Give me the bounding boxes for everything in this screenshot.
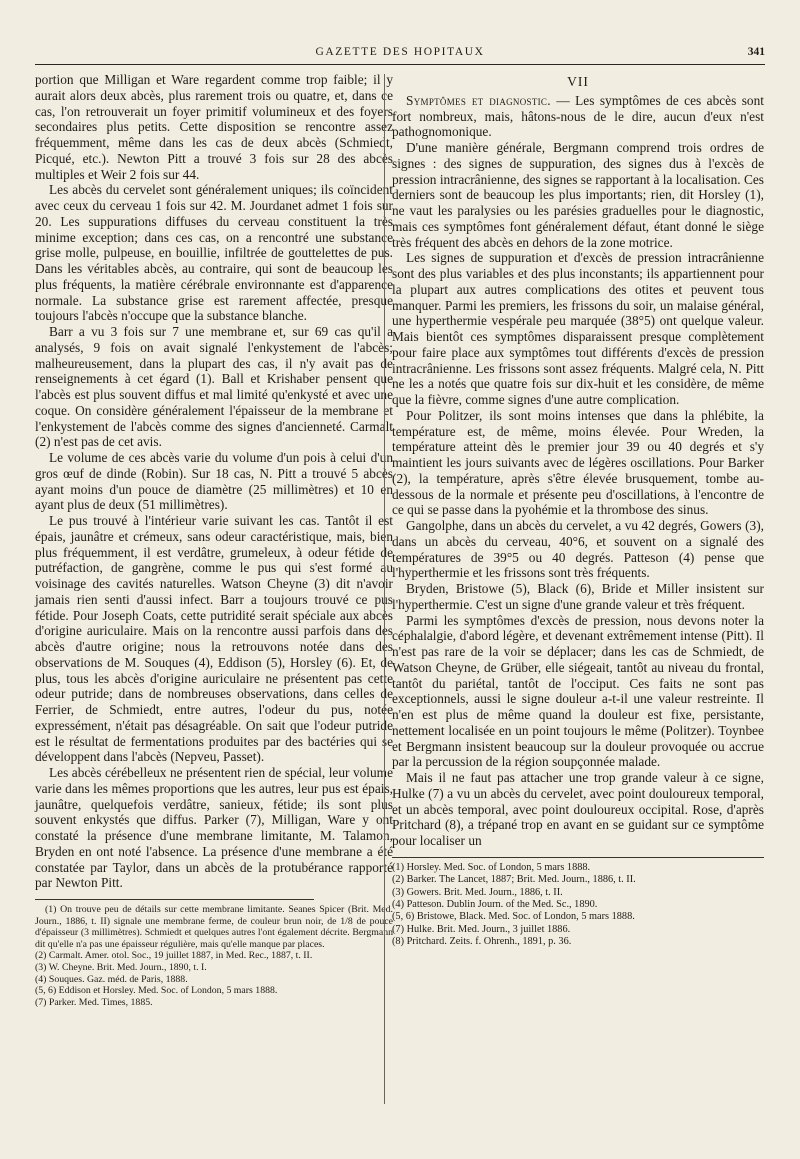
right-column [392, 72, 764, 949]
body-paragraph: Gangolphe, dans un abcès du cervelet, a vu 42 degrés, Gowers (3), dans un abcès du cerveau, 40°6, et souvent on a signalé des températures de 39°5 ou 40 degrés. Patteson (4) pense que l'hyperthermie et les frissons sont très fréquents. [392, 518, 764, 581]
running-header [35, 44, 765, 66]
section-title: VII [567, 74, 589, 89]
footnote: (2) Barker. The Lancet, 1887; Brit. Med. Journ., 1886, t. II. [392, 874, 636, 886]
footnote: (8) Pritchard. Zeits. f. Ohrenh., 1891, p. 36. [392, 936, 572, 948]
footnote: (1) On trouve peu de détails sur cette membrane limitante. Seanes Spicer (Brit. Med. Journ., 1886, t. II) signale une membrane ferme, de couleur brun noir, de 1/8 de pouce d'épaisseur (3 millimètres). Schmiedt et quelques autres l'ont également décrite. Bergmann dit qu'elle n'a pas une épaisseur régulière, mais qu'elle manque par places. [35, 904, 393, 950]
footnote: (5, 6) Eddison et Horsley. Med. Soc. of London, 5 mars 1888. [35, 985, 278, 997]
footnote: (3) Gowers. Brit. Med. Journ., 1886, t. II. [392, 886, 563, 898]
page-number: 341 [747, 46, 765, 58]
section-lead: Symptômes et diagnostic. [406, 92, 551, 108]
body-paragraph [392, 93, 764, 140]
footnote: (2) Carmalt. Amer. otol. Soc., 19 juillet 1887, in Med. Rec., 1887, t. II. [35, 950, 313, 962]
body-paragraph: Pour Politzer, ils sont moins intenses que dans la phlébite, la température est, de même, moins élevée. Pour Wreden, la température atteint dès le premier jour 39 ou 40 degrés et s'y maintient les jours suivants avec de légères oscillations. Pour Barker (2), la température, après s'être élevée brusquement, tombe au-dessous de la normale et présente peu d'oscillations, à l'encontre de ce qui se passe dans la pyohémie et la thrombose des sinus. [392, 407, 764, 518]
lead-paragraph-text: — Les symptômes de ces abcès sont fort nombreux, mais, hâtons-nous de le dire, aucun d'eux n'est pathognomonique. [392, 92, 764, 140]
footnote: (7) Parker. Med. Times, 1885. [35, 996, 153, 1008]
footnote: (5, 6) Bristowe, Black. Med. Soc. of London, 5 mars 1888. [392, 911, 635, 923]
left-column [35, 72, 393, 1008]
body-paragraph: Barr a vu 3 fois sur 7 une membrane et, sur 69 cas qu'il a analysés, 9 fois on avait signalé l'enkystement de l'abcès; malheureusement, dans la plupart des cas, il n'y avait pas de renseignements à cet égard (1). Ball et Krishaber pensent que l'abcès est plus souvent diffus et mal limité qu'enkysté et avec une coque. On considère généralement l'épaisseur de la membrane et l'enkystement de l'abcès comme des signes d'ancienneté. Carmalt (2) n'est pas de cet avis. [35, 324, 393, 450]
body-paragraph: Mais il ne faut pas attacher une trop grande valeur à ce signe, Hulke (7) a vu un abcès du cervelet, avec point douloureux temporal, et un abcès temporal, avec point douloureux occipital. Rose, d'après Pritchard (8), a trépané trop en avant en se guidant sur ce symptôme pour localiser un [392, 770, 764, 848]
footnotes [35, 904, 393, 1008]
footnote: (7) Hulke. Brit. Med. Journ., 3 juillet 1886. [392, 923, 571, 935]
body-paragraph: Parmi les symptômes d'excès de pression, nous devons noter la céphalalgie, d'abord légère, et devenant extrêmement intense (Pitt). Il n'est pas rare de la voir se déplacer; dans les cas de Schmiedt, de Watson Cheyne, de Grüber, elle siégeait, tantôt au niveau du frontal, tantôt du pariétal, tantôt de l'occiput. Ces faits ne sont pas exceptionnels, aussi le signe douleur a-t-il une valeur restreinte. Il n'en est plus de même quand la douleur est fixe, persistante, nettement localisée en un point toujours le même (Politzer). Toynbee et Bergmann insistent beaucoup sur la douleur provoquée ou accrue par la percussion de la région soupçonnée malade. [392, 612, 764, 770]
body-paragraph: Les signes de suppuration et d'excès de pression intracrânienne sont des plus variables et des plus inconstants; ils appartiennent pour la plupart aux autres complications des otites et peuvent tous manquer. Parmi les premiers, les frissons du soir, un malaise général, une hyperthermie vespérale peu marquée (38°5) ont quelque valeur. Mais bientôt ces symptômes disparaissent presque complètement pour faire place aux symptômes tout différents d'excès de pression intracrânienne. Les frissons sont assez fréquents. Malgré cela, N. Pitt ne les a notés que quatre fois sur dix-huit et les considère, de même que la fièvre, comme signes d'une autre complication. [392, 250, 764, 407]
footnote: (1) Horsley. Med. Soc. of London, 5 mars 1888. [392, 861, 591, 873]
body-paragraph: Bryden, Bristowe (5), Black (6), Bride et Miller insistent sur l'hyperthermie. C'est un signe d'une grande valeur et très fréquent. [392, 581, 764, 612]
footnote: (4) Patteson. Dublin Journ. of the Med. Sc., 1890. [392, 898, 598, 910]
body-paragraph: portion que Milligan et Ware regardent comme trop faible; il y aurait alors deux abcès, plus rarement trois ou quatre, et, dans ce cas, l'on retrouverait un foyer primitif volumineux et des foyers secondaires plus petits. Cette disposition se rencontre assez fréquemment, même dans les cas de deux abcès (Schmiedt, Picqué, etc.). Newton Pitt a trouvé 3 fois sur 28 des abcès multiples et Weir 2 fois sur 44. [35, 72, 393, 182]
journal-title: GAZETTE DES HOPITAUX [315, 46, 485, 58]
footnote-rule [392, 857, 764, 858]
footnote: (3) W. Cheyne. Brit. Med. Journ., 1890, t. I. [35, 961, 207, 973]
footnotes [392, 862, 764, 949]
body-paragraph: Les abcès du cervelet sont généralement uniques; ils coïncident avec ceux du cerveau 1 fois sur 42. M. Jourdanet admet 1 fois sur 20. Les suppurations diffuses du cerveau constituent la très minime exception; dans ces cas, on a rencontré une substance grise molle, pulpeuse, en bouillie, infiltrée de gouttelettes de pus. Dans les véritables abcès, au contraire, qui sont de beaucoup les plus fréquents, la matière cérébrale environnante est d'apparence normale. La substance grise est rarement affectée, presque toujours l'abcès n'occupe que la substance blanche. [35, 182, 393, 324]
body-paragraph: Le pus trouvé à l'intérieur varie suivant les cas. Tantôt il est épais, jaunâtre et crémeux, sans odeur caractéristique, mais, bien plus fréquemment, il est verdâtre, grumeleux, à odeur fétide de putréfaction, de gangrène, comme le pus qui s'est formé au voisinage des cavités naturelles. Watson Cheyne (3) dit n'avoir jamais rien senti d'aussi infect. Barr a toujours trouvé ce pus fétide. Pour Joseph Coats, cette putridité serait spéciale aux abcès d'origine auriculaire. Mais on la rencontre aussi parfois dans des abcès d'autre origine; nous la retrouvons notée dans des observations de M. Souques (4), Eddison (5), Horsley (6). Et, de plus, tous les abcès d'origine auriculaire ne présentent pas cette odeur putride; dans de nombreuses observations, dans celles de Ferrier, de Schmiedt, entre autres, l'odeur du pus, notée expressément, n'était pas désagréable. On sait que l'odeur putride est le résultat de fermentations produites par des bactéries qui se développent dans l'abcès (Nepveu, Passet). [35, 513, 393, 765]
footnote: (4) Souques. Gaz. méd. de Paris, 1888. [35, 973, 188, 985]
body-paragraph: Les abcès cérébelleux ne présentent rien de spécial, leur volume varie dans les mêmes proportions que les autres, leur pus est épais, jaunâtre, quelquefois verdâtre, sanieux, fétide; ils sont plus souvent enkystés que diffus. Parker (7), Milligan, Ware y ont constaté la présence d'une membrane limitante, M. Talamon, Bryden en ont noté l'absence. La présence d'une membrane a été constatée par Taylor, dans un abcès de la protubérance rapporté par Newton Pitt. [35, 765, 393, 891]
body-paragraph: Le volume de ces abcès varie du volume d'un pois à celui d'un gros œuf de dinde (Robin). Sur 18 cas, N. Pitt a trouvé 5 abcès ayant moins d'un pouce de diamètre (25 millimètres) et 10 en ayant plus de deux (51 millimètres). [35, 450, 393, 513]
footnote-rule [35, 899, 314, 900]
body-paragraph: D'une manière générale, Bergmann comprend trois ordres de signes : des signes de suppuration, des signes dus à l'excès de pression intracrânienne, des signes se rapportant à la localisation. Ces derniers sont de beaucoup les plus importants; rien, dit Horsley (1), ne vaut les paralysies ou les parésies graduelles pour le diagnostic, mais ces symptômes font généralement défaut, étant donné le siège très fréquent des abcès en dehors de la zone motrice. [392, 140, 764, 250]
header-rule [35, 64, 765, 65]
column-divider [384, 74, 385, 1104]
